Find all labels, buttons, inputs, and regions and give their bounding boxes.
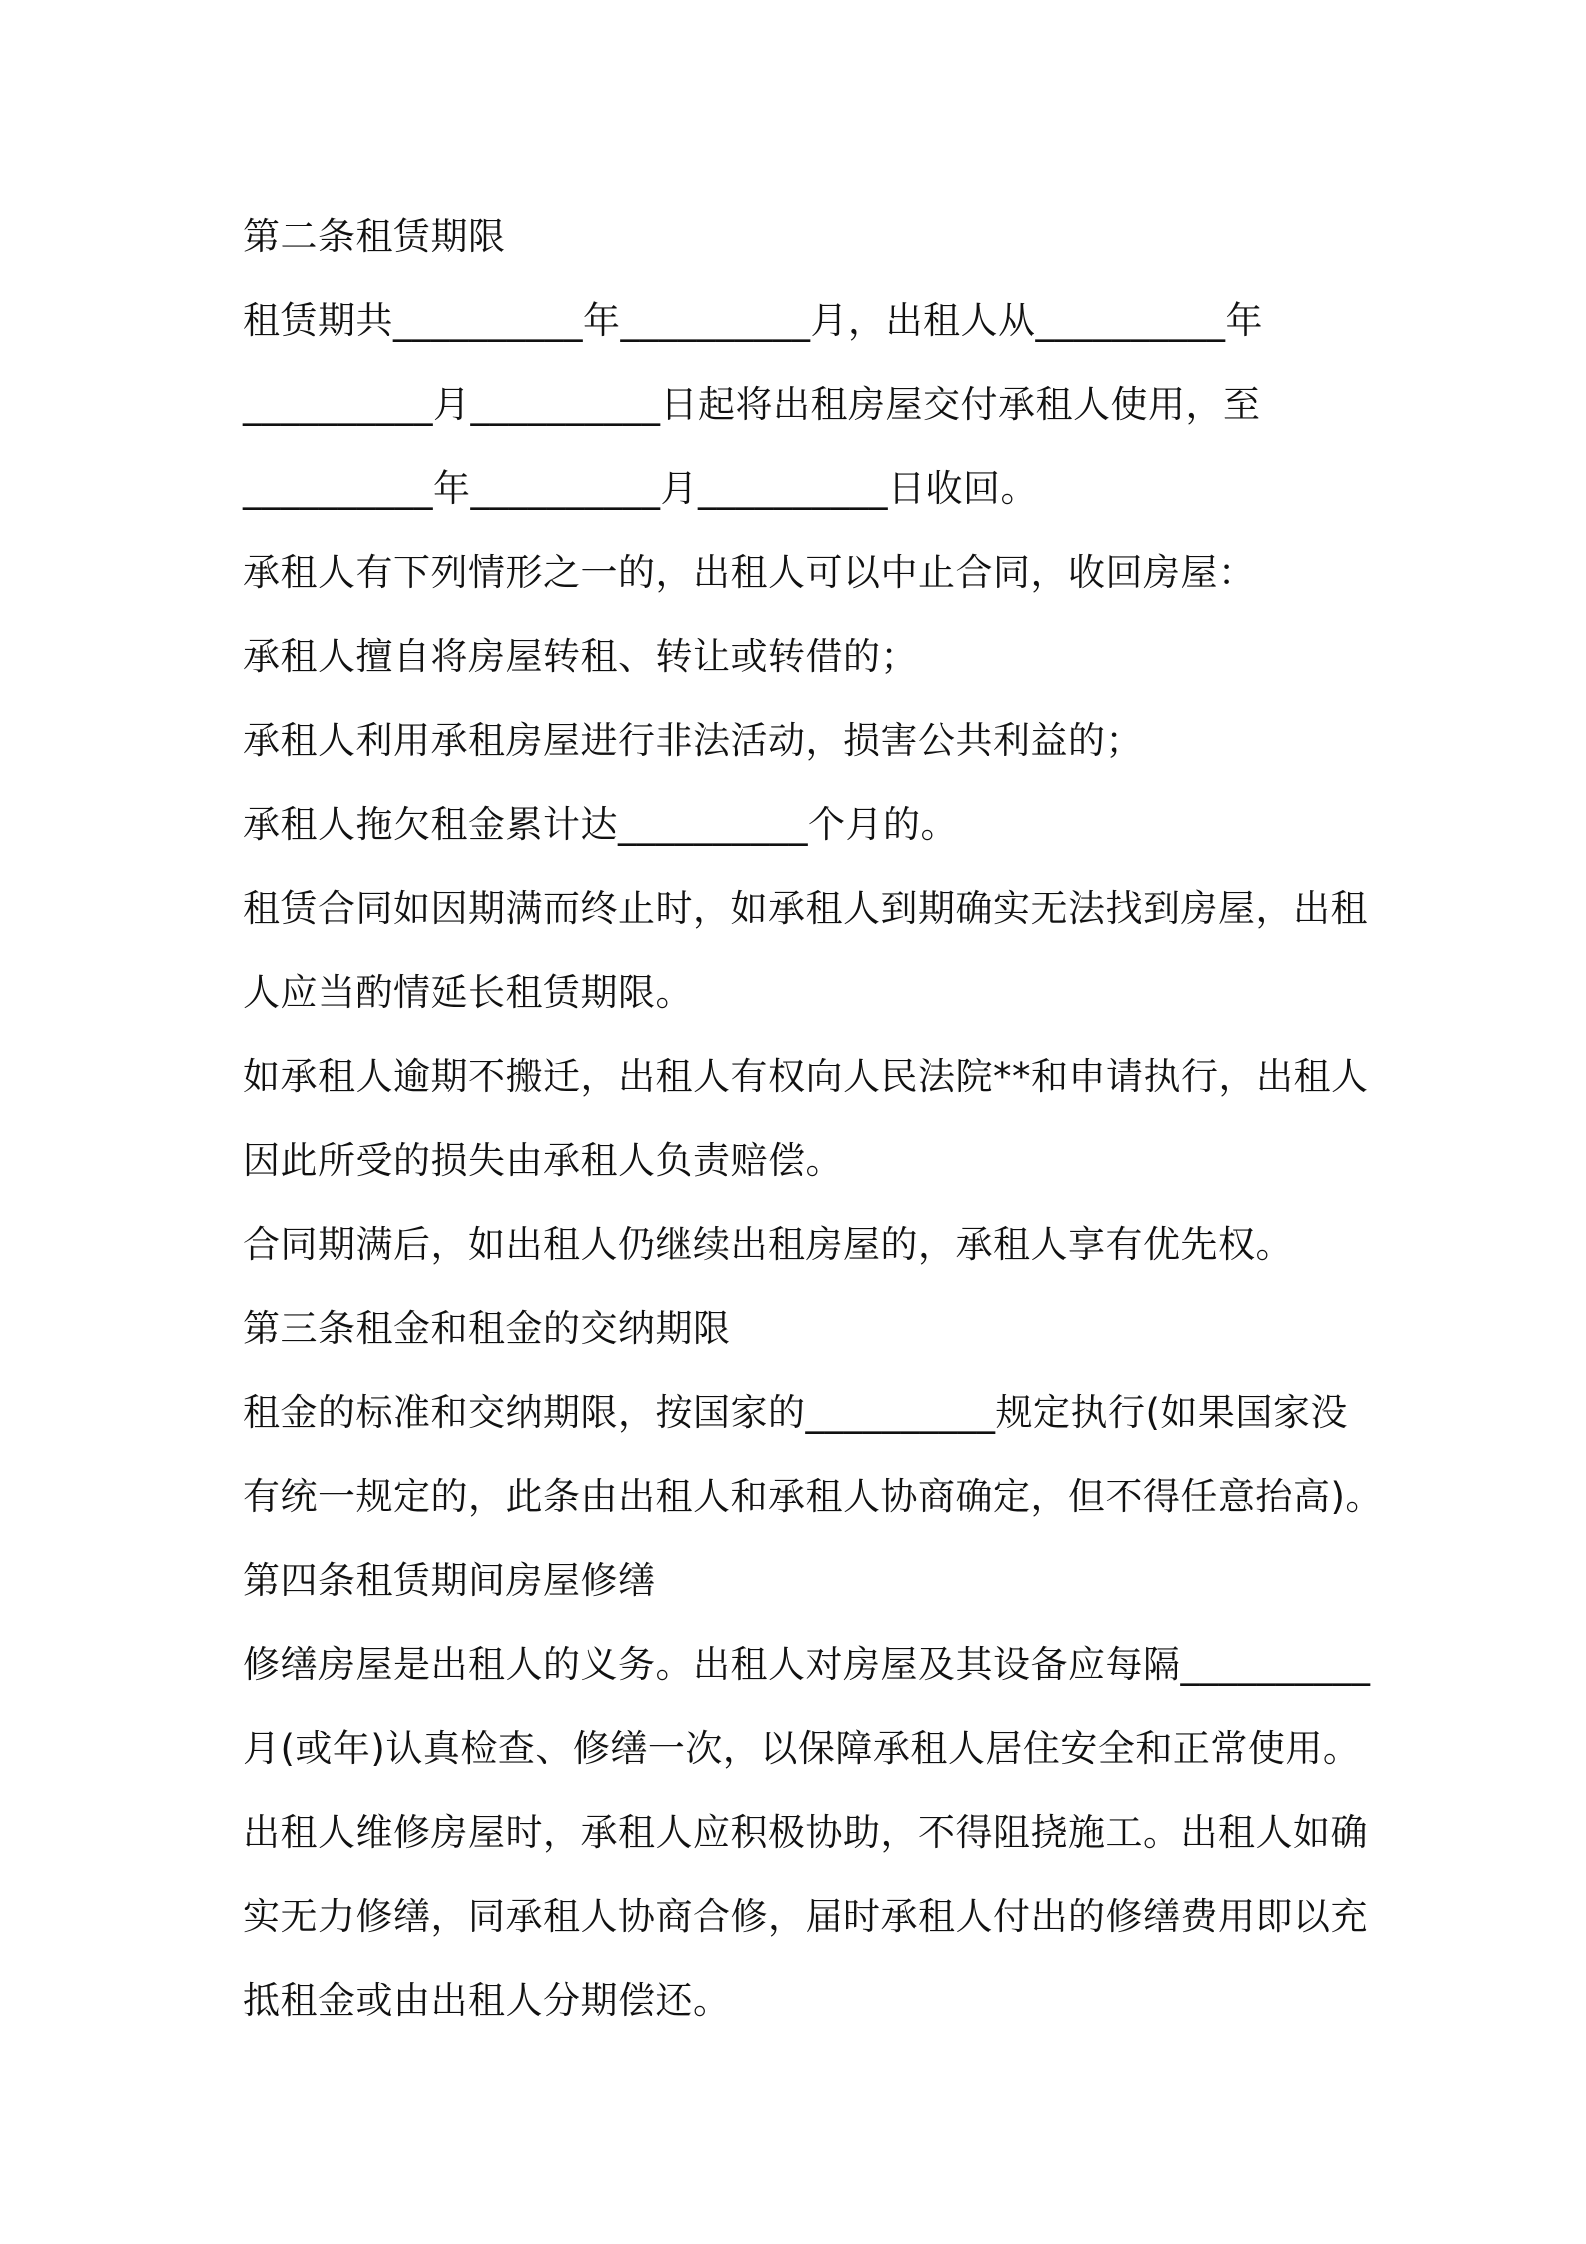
text-line: 因此所受的损失由承租人负责赔偿。: [243, 1139, 843, 1182]
heading-article-3: 第三条租金和租金的交纳期限: [243, 1307, 731, 1350]
heading-article-4: 第四条租赁期间房屋修缮: [243, 1559, 656, 1602]
text-line: 租赁合同如因期满而终止时，如承租人到期确实无法找到房屋，出租: [243, 887, 1368, 930]
text-line: 实无力修缮，同承租人协商合修，届时承租人付出的修缮费用即以充: [243, 1895, 1368, 1938]
text-line: 承租人利用承租房屋进行非法活动，损害公共利益的；: [243, 719, 1143, 762]
text-line: 合同期满后，如出租人仍继续出租房屋的，承租人享有优先权。: [243, 1223, 1293, 1266]
text-line: 承租人有下列情形之一的，出租人可以中止合同，收回房屋：: [243, 551, 1256, 594]
text-line: 租金的标准和交纳期限，按国家的__________规定执行(如果国家没: [243, 1391, 1348, 1434]
text-line: 承租人拖欠租金累计达__________个月的。: [243, 803, 958, 846]
document-body: [243, 195, 1383, 2043]
text-line: 修缮房屋是出租人的义务。出租人对房屋及其设备应每隔__________: [243, 1643, 1371, 1686]
text-line: 出租人维修房屋时，承租人应积极协助，不得阻挠施工。出租人如确: [243, 1811, 1368, 1854]
text-line: 租赁期共__________年__________月，出租人从__________年: [243, 299, 1263, 342]
text-line: 人应当酌情延长租赁期限。: [243, 971, 693, 1014]
text-line: 承租人擅自将房屋转租、转让或转借的；: [243, 635, 918, 678]
text-line: 有统一规定的，此条由出租人和承租人协商确定，但不得任意抬高)。: [243, 1475, 1383, 1518]
text-line: 如承租人逾期不搬迁，出租人有权向人民法院**和申请执行，出租人: [243, 1055, 1369, 1098]
text-line: __________月__________日起将出租房屋交付承租人使用，至: [243, 383, 1261, 426]
text-line: __________年__________月__________日收回。: [243, 467, 1038, 510]
text-line: 抵租金或由出租人分期偿还。: [243, 1979, 731, 2022]
heading-article-2: 第二条租赁期限: [243, 215, 506, 258]
text-line: 月(或年)认真检查、修缮一次，以保障承租人居住安全和正常使用。: [243, 1727, 1361, 1770]
